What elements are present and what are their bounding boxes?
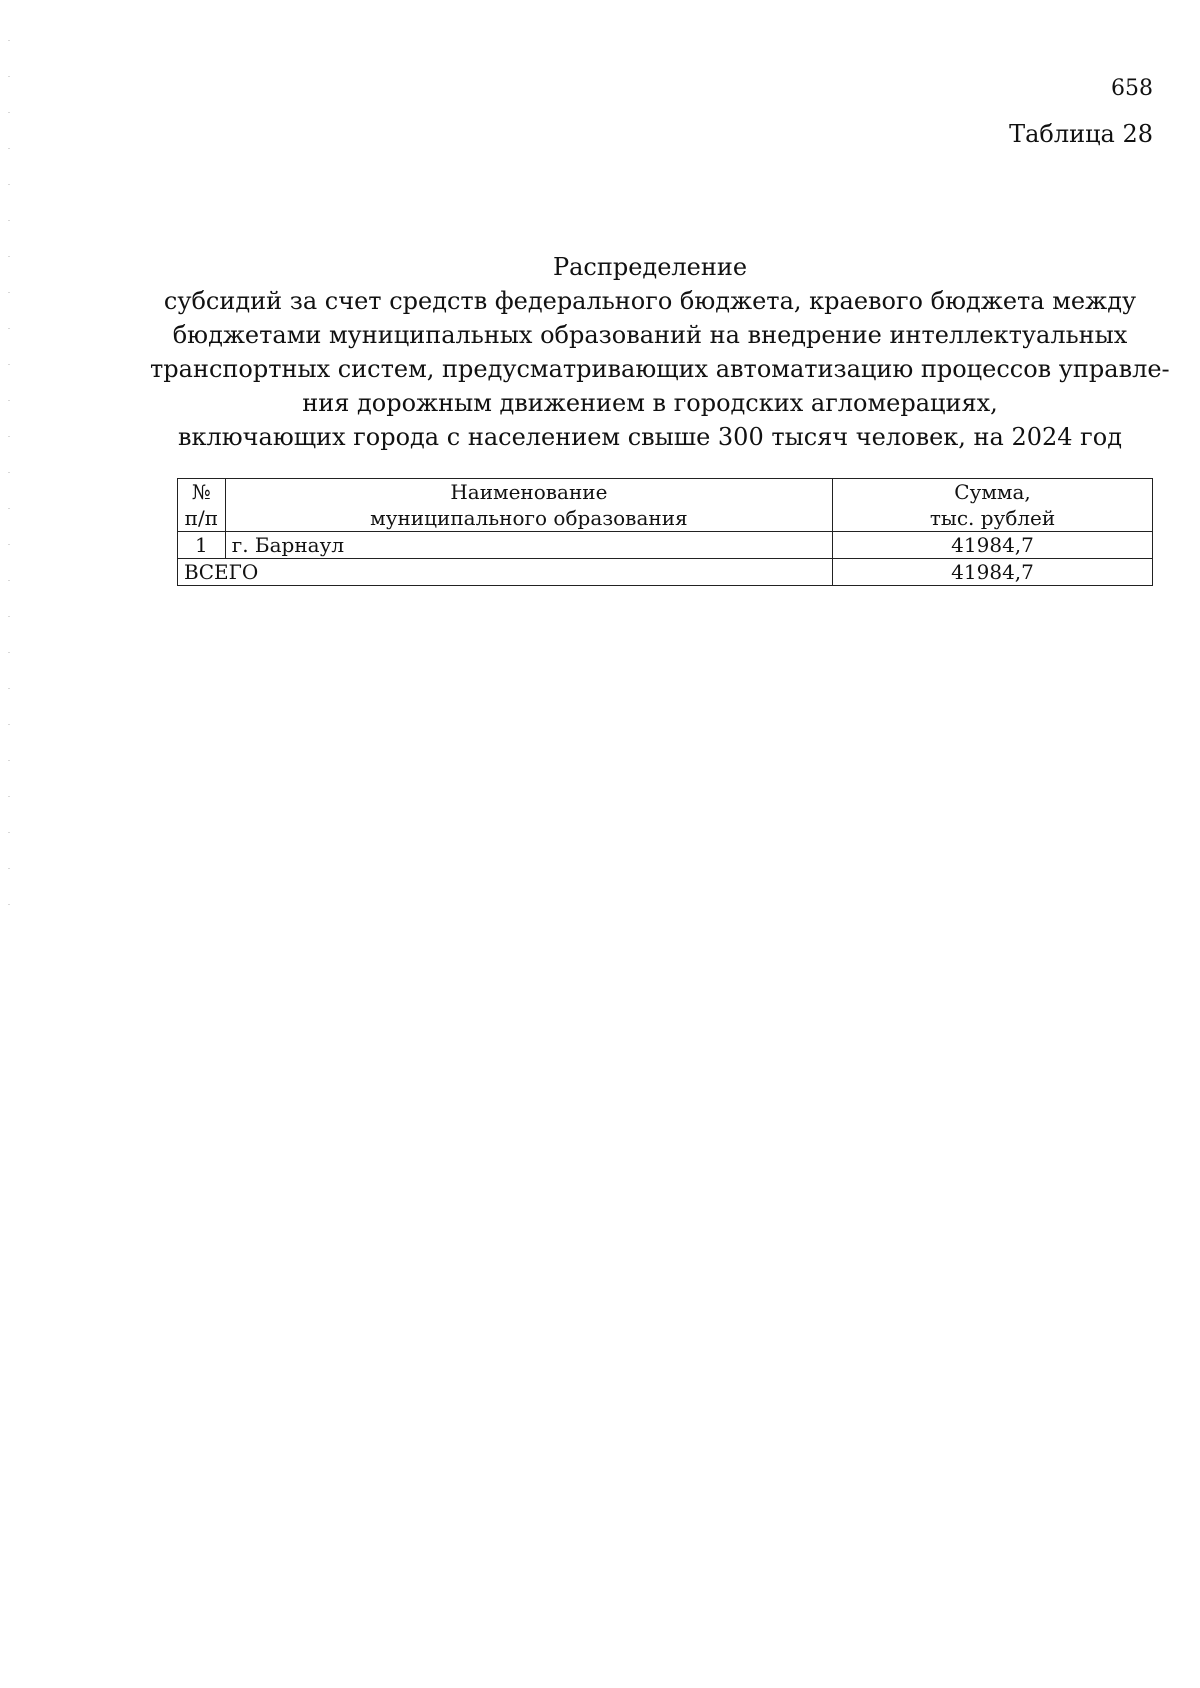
scan-margin-marks <box>8 40 10 940</box>
header-text: муниципального образования <box>370 506 688 530</box>
document-title <box>150 250 1170 454</box>
row-sum: 41984,7 <box>833 532 1153 559</box>
title-line: субсидий за счет средств федерального бюджета, краевого бюджета между <box>163 287 1137 315</box>
header-text: тыс. рублей <box>929 506 1056 530</box>
row-num: 1 <box>178 532 226 559</box>
title-line: транспортных систем, предусматривающих автоматизацию процессов управле- <box>150 355 1170 383</box>
header-text: № <box>191 480 211 504</box>
table-row <box>178 532 1153 559</box>
page-number: 658 <box>1111 76 1153 101</box>
title-line: ния дорожным движением в городских агломерациях, <box>302 389 998 417</box>
header-text: Сумма, <box>954 480 1031 504</box>
title-line: бюджетами муниципальных образований на внедрение интеллектуальных <box>172 321 1128 349</box>
total-label: ВСЕГО <box>178 559 833 586</box>
total-sum: 41984,7 <box>833 559 1153 586</box>
header-cell-num <box>178 479 226 532</box>
table-total-row <box>178 559 1153 586</box>
title-line: Распределение <box>552 253 748 281</box>
header-cell-name <box>225 479 832 532</box>
distribution-table <box>177 478 1153 586</box>
row-municipality: г. Барнаул <box>225 532 832 559</box>
title-line: включающих города с населением свыше 300 тысяч человек, на 2024 год <box>178 423 1122 451</box>
table-label: Таблица 28 <box>1009 120 1153 148</box>
header-cell-sum <box>833 479 1153 532</box>
table-header-row <box>178 479 1153 532</box>
header-text: Наименование <box>450 480 608 504</box>
header-text: п/п <box>184 506 219 530</box>
